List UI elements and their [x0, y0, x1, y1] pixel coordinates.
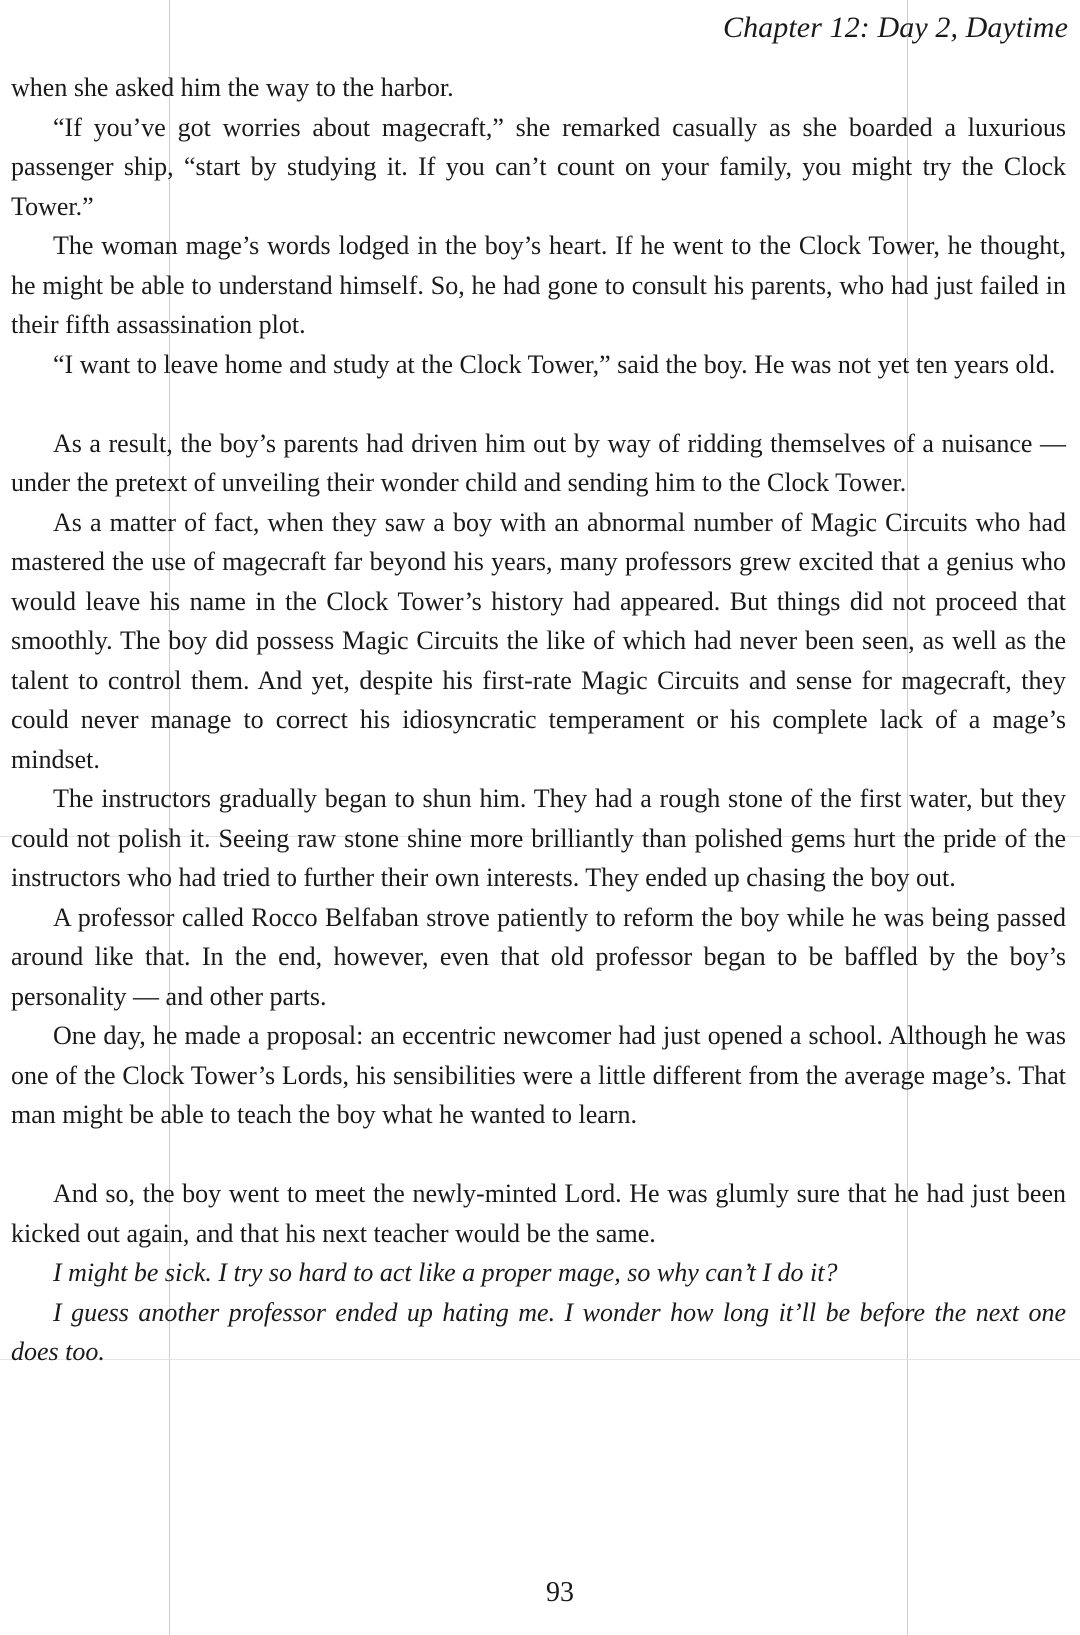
scene-break: [11, 384, 1066, 424]
scene-break: [11, 1135, 1066, 1175]
paragraph: The instructors gradually began to shun him. They had a rough stone of the first water, but they could not polish it. Seeing raw stone shine more brilliantly than polished gems hurt the pride of the instructors who had tried to further their own interests. They ended up chasing the boy out.: [11, 784, 1066, 892]
paragraph: As a result, the boy’s parents had driven him out by way of ridding themselves of a nuisance — under the pretext of unveiling their wonder child and sending him to the Clock Tower.: [11, 428, 1066, 497]
running-header-title: Chapter 12: Day 2, Daytime: [722, 11, 1068, 44]
paragraph-continuation: when she asked him the way to the harbor.: [11, 73, 454, 102]
paragraph: “If you’ve got worries about magecraft,” she remarked casually as she boarded a luxurious passenger ship, “start by studying it. If you can’t count on your family, you might try the Clock Tower.”: [11, 112, 1066, 221]
paragraph: One day, he made a proposal: an eccentric newcomer had just opened a school. Although he was one of the Clock Tower’s Lords, his sensibilities were a little different from the average mage’s. That man might be able to teach the boy what he wanted to learn.: [11, 1021, 1066, 1129]
paragraph: “I want to leave home and study at the Clock Tower,” said the boy. He was not yet ten years old.: [53, 349, 1056, 379]
paragraph: A professor called Rocco Belfaban strove patiently to reform the boy while he was being passed around like that. In the end, however, even that old professor began to be baffled by the boy’s personality — and other parts.: [11, 902, 1066, 1011]
italic-thought-paragraph: I might be sick. I try so hard to act like a proper mage, so why can’t I do it?: [53, 1258, 838, 1287]
paragraph: As a matter of fact, when they saw a boy with an abnormal number of Magic Circuits who had mastered the use of magecraft far beyond his years, many professors grew excited that a genius who would leave his name in the Clock Tower’s history had appeared. But things did not proceed that smoothly. The boy did possess Magic Circuits the like of which had never been seen, as well as the talent to control them. And yet, despite his first-rate Magic Circuits and sense for magecraft, they could never manage to correct his idiosyncratic temperament or his complete lack of a mage’s mindset.: [11, 507, 1066, 774]
italic-thought-paragraph: I guess another professor ended up hating me. I wonder how long it’ll be before the next one does too.: [11, 1297, 1066, 1366]
paragraph: And so, the boy went to meet the newly-minted Lord. He was glumly sure that he had just been kicked out again, and that his next teacher would be the same.: [11, 1179, 1066, 1248]
page-body-text: [11, 68, 1066, 1372]
page-number: 93: [546, 1577, 574, 1608]
paragraph: The woman mage’s words lodged in the boy’s heart. If he went to the Clock Tower, he thought, he might be able to understand himself. So, he had gone to consult his parents, who had just failed in their fifth assassination plot.: [11, 231, 1066, 339]
